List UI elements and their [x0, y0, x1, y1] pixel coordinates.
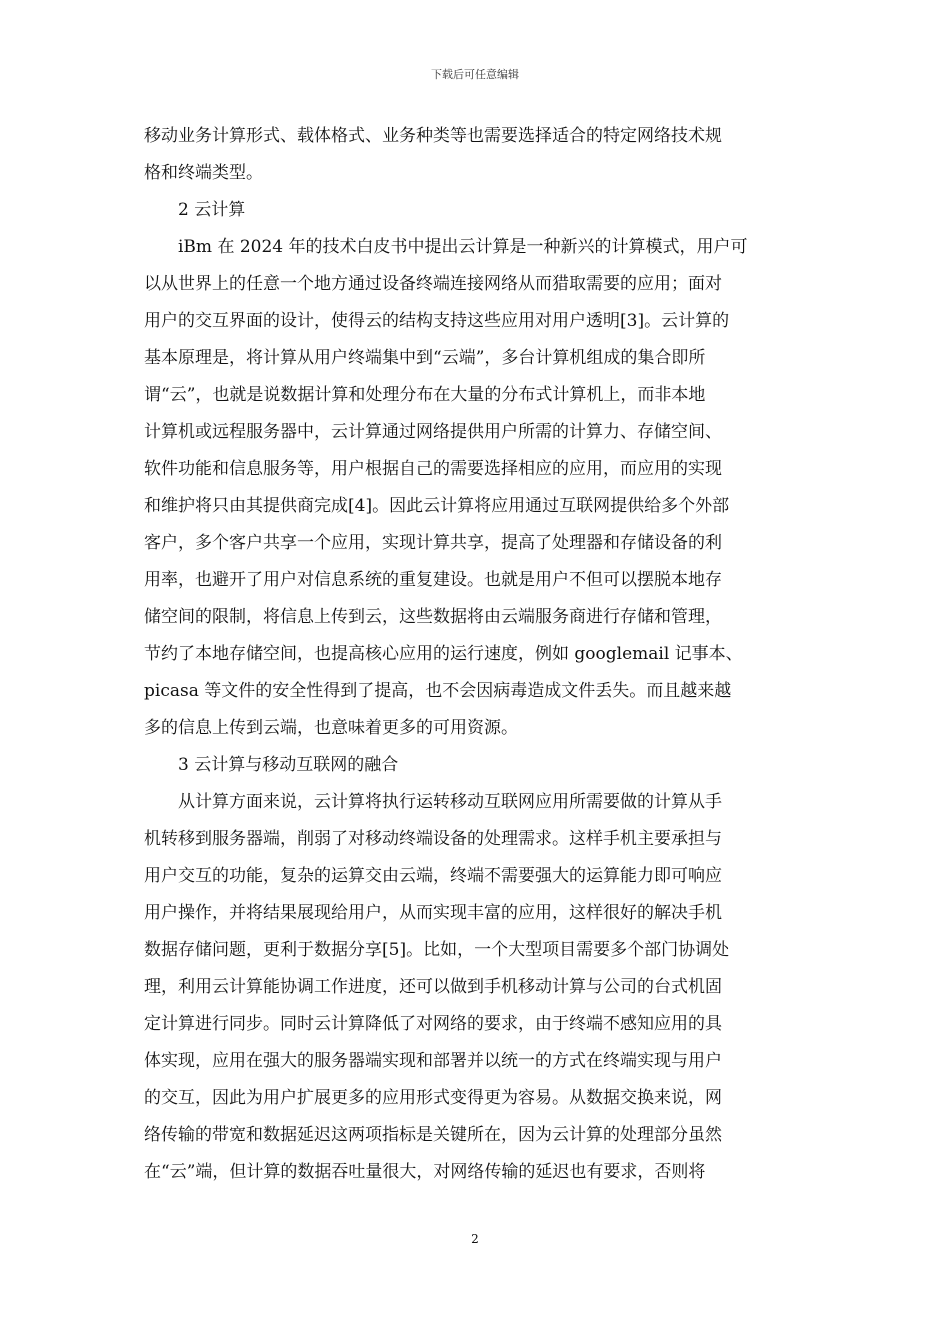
text-line: 用率，也避开了用户对信息系统的重复建设。也就是用户不但可以摆脱本地存: [144, 570, 722, 590]
section-heading: 3 云计算与移动互联网的融合: [178, 755, 399, 775]
text-line: iBm 在 2024 年的技术白皮书中提出云计算是一种新兴的计算模式，用户可: [178, 237, 748, 257]
text-line: 体实现，应用在强大的服务器端实现和部署并以统一的方式在终端实现与用户: [144, 1051, 722, 1071]
text-line: 基本原理是，将计算从用户终端集中到“云端”，多台计算机组成的集合即所: [144, 348, 706, 368]
section-heading: 2 云计算: [178, 200, 246, 220]
text-line: 络传输的带宽和数据延迟这两项指标是关键所在，因为云计算的处理部分虽然: [144, 1125, 722, 1145]
text-line: 储空间的限制，将信息上传到云，这些数据将由云端服务商进行存储和管理，: [144, 607, 722, 627]
text-line: 的交互，因此为用户扩展更多的应用形式变得更为容易。从数据交换来说，网: [144, 1088, 722, 1108]
text-line: 节约了本地存储空间，也提高核心应用的运行速度，例如 googlemail 记事本、: [144, 644, 743, 664]
text-line: 定计算进行同步。同时云计算降低了对网络的要求，由于终端不感知应用的具: [144, 1014, 722, 1034]
text-line: 多的信息上传到云端，也意味着更多的可用资源。: [144, 718, 518, 738]
text-line: 软件功能和信息服务等，用户根据自己的需要选择相应的应用，而应用的实现: [144, 459, 722, 479]
text-line: 谓“云”，也就是说数据计算和处理分布在大量的分布式计算机上，而非本地: [144, 385, 706, 405]
text-line: 客户，多个客户共享一个应用，实现计算共享，提高了处理器和存储设备的利: [144, 533, 722, 553]
text-line: 用户操作，并将结果展现给用户，从而实现丰富的应用，这样很好的解决手机: [144, 903, 722, 923]
text-line: 以从世界上的任意一个地方通过设备终端连接网络从而猎取需要的应用；面对: [144, 274, 722, 294]
text-line: 机转移到服务器端，削弱了对移动终端设备的处理需求。这样手机主要承担与: [144, 829, 722, 849]
text-line: 数据存储问题，更利于数据分享[5]。比如，一个大型项目需要多个部门协调处: [144, 940, 730, 960]
page-header: 下载后可任意编辑: [431, 68, 519, 81]
text-line: 用户交互的功能，复杂的运算交由云端，终端不需要强大的运算能力即可响应: [144, 866, 722, 886]
page-number: 2: [471, 1232, 479, 1246]
text-line: 理，利用云计算能协调工作进度，还可以做到手机移动计算与公司的台式机固: [144, 977, 722, 997]
text-line: 计算机或远程服务器中，云计算通过网络提供用户所需的计算力、存储空间、: [144, 422, 722, 442]
text-line: 在“云”端，但计算的数据吞吐量很大，对网络传输的延迟也有要求，否则将: [144, 1162, 706, 1182]
text-line: 从计算方面来说，云计算将执行运转移动互联网应用所需要做的计算从手: [178, 792, 722, 812]
text-line: 格和终端类型。: [144, 163, 263, 183]
text-line: 移动业务计算形式、载体格式、业务种类等也需要选择适合的特定网络技术规: [144, 126, 722, 146]
text-line: 用户的交互界面的设计，使得云的结构支持这些应用对用户透明[3]。云计算的: [144, 311, 730, 331]
text-line: picasa 等文件的安全性得到了提高，也不会因病毒造成文件丢失。而且越来越: [144, 681, 732, 701]
document-body: [144, 118, 808, 1191]
text-line: 和维护将只由其提供商完成[4]。因此云计算将应用通过互联网提供给多个外部: [144, 496, 730, 516]
